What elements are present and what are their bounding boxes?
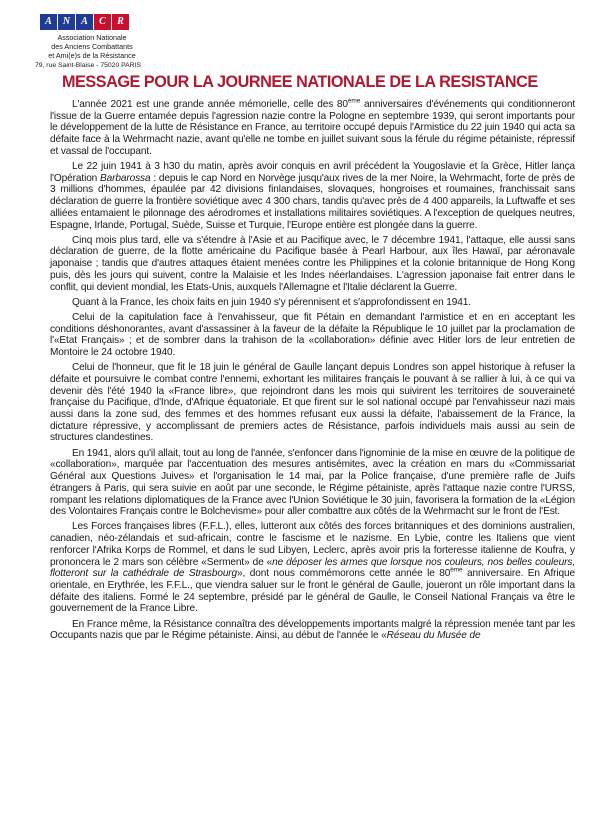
paragraph-text: Quant à la France, les choix faits en juin 1940 s'y pérennisent et s'approfondissent en 1941.: [72, 296, 471, 308]
paragraph-text: », dont nous commémorons cette année le 80: [237, 568, 451, 580]
association-header: [34, 14, 148, 70]
page-title: MESSAGE POUR LA JOURNEE NATIONALE DE LA RESISTANCE: [62, 73, 538, 91]
paragraph: [50, 161, 575, 231]
italic-text: Réseau du Musée de: [386, 630, 481, 642]
logo-letter: N: [58, 14, 75, 30]
paragraph-text: anniversaire. En Afrique orientale, en Erythrée, les F.F.L., que viendra saluer sur le front le général de Gaulle, joueront un rôle important dans la défaite des italiens. Formé le 24 septembre, présidé par le général de Gaulle, le Conseil National Français va être le gouvernement de la France Libre.: [50, 568, 575, 615]
paragraph-text: Celui de la capitulation face à l'envahisseur, que fit Pétain en demandant l'armistice et en en acceptant les conditions déshonorantes, avant d'assassiner à la faveur de la défaite la République le 10 juillet par la proclamation de l'«Etat Français» ; et de sombrer dans la trahison de la «collaboration» définie avec Hitler lors de leur entretien de Montoire le 24 octobre 1940.: [50, 311, 575, 359]
association-line-2: des Anciens Combattants: [51, 42, 133, 52]
paragraph-text: Les Forces françaises libres (F.F.L.), elles, lutteront aux côtés des forces britanniques et des dominions australien, canadien, néo-zélandais et sud-africain, contre le fascisme et le nazisme. En Lybie, contre les Italiens que vient renforcer l'Afrika Korps de Rommel, et dans le sud Libyen, Leclerc, après avoir pris la forteresse italienne de Koufra, y prononcera le 2 mars son célèbre «Serment» de «: [50, 521, 575, 568]
message-body: [50, 99, 575, 645]
paragraph: [50, 448, 575, 518]
logo-letter: R: [112, 14, 129, 30]
logo-letter: A: [40, 14, 57, 30]
association-info: [34, 33, 146, 70]
superscript-text: ème: [450, 566, 463, 574]
paragraph-text: En 1941, alors qu'il allait, tout au long de l'année, s'enfoncer dans l'ignominie de la mise en œuvre de la politique de «collaboration», marquée par l'accentuation des mesures antisémites, avec la création en mars du «Commissariat Général aux Questions Juives» et l'organisation le 14 mai, par la Police française, d'une première rafle de Juifs étrangers à Paris, qui sera suivie en août par une seconde, le Régime pétainiste, après l'attaque nazie contre l'URSS, rompant les relations diplomatiques de la France avec l'Union Soviétique le 30 juin, favorisera la formation de la «Légion des Volontaires Français contre le Bolchevisme» pour aller combattre aux côtés de la Wehrmacht sur le front de l'Est.: [50, 447, 575, 518]
paragraph-text: : depuis le cap Nord en Norvège jusqu'aux rives de la mer Noire, la Wehrmacht, forte de près de 3 millions d'hommes, épaulée par 42 divisions finlandaises, slovaques, hongroises et roumaines, franchissait sans déclaration de guerre la frontière soviétique avec 4 300 chars, tandis qu'avec près de 4 400 appareils, la Luftwaffe et ses alliées entamaient le pilonnage des aérodromes et installations militaires soviétiques. A l'exception de quelques neutres, Espagne, Irlande, Portugal, Suède, Suisse et Turquie, l'Europe entière est plongée dans la guerre.: [50, 172, 575, 231]
paragraph: [50, 521, 575, 615]
paragraph: [50, 362, 575, 444]
association-line-3: et Ami(e)s de la Résistance: [48, 51, 136, 61]
paragraph-text: Celui de l'honneur, que fit le 18 juin le général de Gaulle lançant depuis Londres son appel historique à refuser la défaite et poursuivre le combat contre l'ennemi, exhortant les militaires français le pouvant à se rallier à lui, à ce qui va devenir dès l'été 1940 la «France libre», que rejoindront dans les mois qui suivirent les territoires de souveraineté française du Pacifique, d'Inde, d'Afrique équatoriale. Et que firent sur le sol national occupé par l'envahisseur nazi mais aussi dans la zone sud, des femmes et des hommes refusant eux aussi la défaite, l'abaissement de la France, la dictature répressive, y accomplissant de premiers actes de Résistance, parfois individuels mais aussi au sein de structures clandestines.: [50, 362, 575, 444]
paragraph: [50, 99, 575, 158]
paragraph: [50, 312, 575, 359]
paragraph-text: anniversaires d'événements qui conditionneront l'issue de la Guerre entamée depuis l'agression nazie contre la Pologne en septembre 1939, qui seront importants pour le développement de la lutte de Résistance en France, au territoire occupé depuis l'Armistice du 22 juin 1940 qui acta sa défaite face à la Wehrmacht nazie, avant qu'elle ne tombe en juillet suivant sous la férule du régime pétainiste, répressif et vassal de l'occupant.: [50, 99, 575, 157]
logo-letter: A: [76, 14, 93, 30]
association-line-1: Association Nationale: [57, 33, 127, 42]
association-address: 79, rue Saint-Blaise - 75020 PARIS: [34, 61, 142, 69]
paragraph: [50, 619, 575, 642]
italic-text: Barbarossa: [100, 172, 151, 184]
paragraph: [50, 297, 575, 309]
anacr-logo: [40, 14, 148, 30]
paragraph: [50, 235, 575, 294]
paragraph-text: L'année 2021 est une grande année mémorielle, celle des 80: [72, 99, 348, 110]
superscript-text: ème: [347, 97, 361, 105]
paragraph-text: En France même, la Résistance connaîtra des développements importants malgré la répression menée tant par les Occupants nazis que par le Régime pétainiste. Ainsi, au début de l'année le «: [50, 618, 575, 642]
italic-text: ne déposer les armes que lorsque nos couleurs, nos belles couleurs, flotteront sur la cathédrale de Strasbourg: [50, 556, 576, 580]
paragraph-text: Cinq mois plus tard, elle va s'étendre à l'Asie et au Pacifique avec, le 7 décembre 1941, l'attaque, elle aussi sans déclaration de guerre, de la flotte américaine du Pacifique basée à Pearl Harbour, aux îles Hawaï, par aéronavale japonaise ; tandis que d'autres attaques étaient menées contre les Philippines et la colonie britannique de Hong Kong puis, dès les jours qui suivent, contre la Malaisie et les Indes néerlandaises. L'agression japonaise fait entrer dans le conflit, qui devient mondial, les Etats-Unis, auxquels l'Allemagne et l'Italie déclarent la Guerre.: [50, 234, 575, 293]
logo-letter: C: [94, 14, 111, 30]
paragraph-text: Le 22 juin 1941 à 3 h30 du matin, après avoir conquis en avril précédent la Yougoslavie et la Grèce, Hitler lança l'Opération: [50, 161, 575, 184]
